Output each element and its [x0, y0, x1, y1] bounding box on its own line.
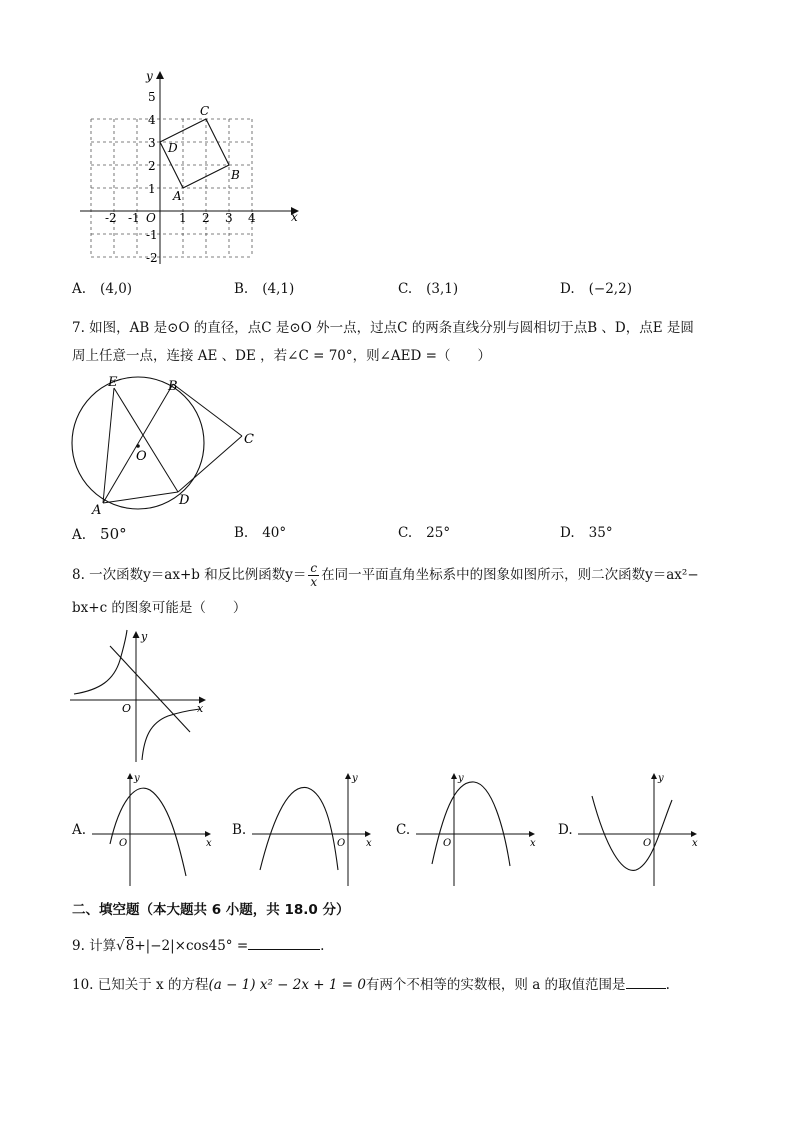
q7-label-D: D [179, 493, 190, 508]
q8-option-label[interactable]: C. [396, 822, 411, 838]
q8-option-graph[interactable] [574, 770, 704, 888]
q6-x-tick: 4 [248, 211, 256, 225]
q7-option-label: D. [560, 525, 575, 541]
q6-option-text: (3,1) [426, 281, 459, 297]
q8-option-label[interactable]: B. [232, 822, 247, 838]
q6-y-label: y [146, 69, 153, 83]
q7-option-label: B. [234, 525, 249, 541]
q10-answer-blank[interactable] [626, 976, 666, 989]
q8-opt-y-arrow [451, 773, 457, 779]
q8-main-graph [70, 628, 210, 764]
q6-grid-figure [80, 66, 310, 266]
q8-option-label[interactable]: D. [558, 822, 573, 838]
q6-option-label: D. [560, 281, 575, 297]
q7-option-label: A. [72, 527, 87, 543]
q7-option-text: 50° [100, 525, 127, 543]
q6-point-label-C: C [200, 104, 210, 118]
q9-mid: +|−2|×cos45° = [134, 938, 249, 954]
sqrt-icon: √ [116, 938, 125, 954]
q8-fraction [308, 562, 319, 589]
q8-opt-y-arrow [127, 773, 133, 779]
q8-frac-num: c [308, 562, 319, 576]
q8-opt-y-label: y [352, 773, 358, 784]
q7-option-0[interactable] [72, 525, 127, 543]
q6-option-0[interactable] [72, 281, 132, 297]
q7-label-O: O [136, 449, 147, 464]
q6-x-tick: 1 [179, 211, 187, 225]
q6-option-3[interactable] [560, 281, 632, 297]
q9-answer-blank[interactable] [248, 937, 320, 950]
q8-opt-x-label: x [692, 838, 698, 849]
q8-option-label[interactable]: A. [72, 822, 87, 838]
q8-opt-x-arrow [691, 831, 697, 837]
q8-opt-x-arrow [205, 831, 211, 837]
q6-x-tick: -1 [128, 211, 140, 225]
q7-label-A: A [92, 503, 102, 516]
q8-opt-parabola [260, 787, 338, 870]
q6-option-label: C. [398, 281, 413, 297]
q6-y-tick: 1 [148, 182, 156, 196]
q8-opt-origin-label: O [643, 838, 652, 849]
q8-option-graph[interactable] [88, 770, 218, 888]
q8-opt-x-label: x [530, 838, 536, 849]
q7-option-label: C. [398, 525, 413, 541]
q9-stem [72, 936, 324, 956]
q10-stem [72, 975, 670, 995]
q6-y-tick: -2 [146, 251, 158, 265]
q6-point-label-D: D [168, 141, 178, 155]
q7-option-text: 25° [426, 525, 451, 541]
q10-prefix: 10. 已知关于 x 的方程 [72, 977, 209, 993]
q9-prefix: 9. 计算 [72, 938, 117, 954]
q6-option-1[interactable] [234, 281, 294, 297]
q7-circle-figure [66, 376, 266, 516]
q9-sqrt-arg: 8 [125, 938, 135, 954]
q6-y-tick: 3 [148, 136, 156, 150]
q8-opt-x-arrow [365, 831, 371, 837]
q6-point-label-A: A [173, 189, 182, 203]
q8-opt-y-arrow [345, 773, 351, 779]
q8-opt-x-label: x [206, 838, 212, 849]
q6-x-tick: 2 [202, 211, 210, 225]
q9-suffix: . [320, 938, 325, 954]
q8-stem-line2: bx+c 的图象可能是（ ） [72, 600, 247, 616]
q7-option-3[interactable] [560, 525, 613, 541]
q6-point-label-B: B [231, 168, 240, 182]
q6-option-label: B. [234, 281, 249, 297]
q10-equation: (a − 1) x² − 2x + 1 = 0 [208, 977, 366, 993]
q6-y-tick: 5 [148, 90, 156, 104]
q8-opt-origin-label: O [337, 838, 346, 849]
q8-stem-part2: 在同一平面直角坐标系中的图象如图所示，则二次函数y＝ax²− [321, 567, 699, 583]
q8-option-graph[interactable] [248, 770, 378, 888]
q8-opt-x-label: x [366, 838, 372, 849]
q6-x-tick: 3 [225, 211, 233, 225]
q7-label-C: C [244, 432, 254, 447]
q10-suffix: . [665, 977, 670, 993]
q6-origin-label: O [146, 211, 156, 225]
q8-opt-x-arrow [529, 831, 535, 837]
q7-label-B: B [168, 379, 178, 394]
q8-stem-part1: 8. 一次函数y＝ax+b 和反比例函数y＝ [72, 567, 307, 583]
q6-option-text: (−2,2) [588, 281, 632, 297]
q8-option-graph[interactable] [412, 770, 542, 888]
q8-opt-y-label: y [134, 773, 140, 784]
q7-option-2[interactable] [398, 525, 450, 541]
q8-main-x: x [197, 702, 204, 715]
q6-option-text: (4,0) [100, 281, 133, 297]
q6-y-tick: 2 [148, 159, 156, 173]
q8-opt-parabola [110, 788, 186, 876]
q8-opt-y-label: y [658, 773, 664, 784]
q8-opt-y-arrow [651, 773, 657, 779]
q7-label-E: E [108, 376, 118, 390]
q8-opt-y-label: y [458, 773, 464, 784]
q6-option-2[interactable] [398, 281, 458, 297]
q6-option-label: A. [72, 281, 87, 297]
section2-heading: 二、填空题（本大题共 6 小题，共 18.0 分） [72, 902, 350, 918]
q7-option-text: 35° [588, 525, 613, 541]
q6-x-tick: -2 [105, 211, 117, 225]
q8-stem-line1 [72, 562, 699, 589]
q8-opt-origin-label: O [443, 838, 452, 849]
q8-frac-den: x [310, 575, 318, 589]
q8-main-o: O [122, 702, 132, 715]
q6-y-tick: -1 [146, 228, 158, 242]
q8-main-y: y [141, 630, 148, 643]
q8-opt-origin-label: O [119, 838, 128, 849]
q7-stem-line1: 7. 如图，AB 是⊙O 的直径，点C 是⊙O 外一点，过点C 的两条直线分别与圆相切于点B 、D，点E 是圆 [72, 320, 694, 336]
q8-opt-parabola [432, 782, 510, 866]
q6-x-label: x [291, 210, 298, 224]
q7-option-1[interactable] [234, 525, 286, 541]
q6-y-tick: 4 [148, 113, 156, 127]
q6-option-text: (4,1) [262, 281, 295, 297]
q7-option-text: 40° [262, 525, 287, 541]
q10-mid: 有两个不相等的实数根，则 a 的取值范围是 [365, 977, 626, 993]
q8-opt-parabola [592, 796, 672, 870]
q7-stem-line2: 周上任意一点，连接 AE 、DE ，若∠C = 70°，则∠AED =（ ） [72, 348, 491, 364]
